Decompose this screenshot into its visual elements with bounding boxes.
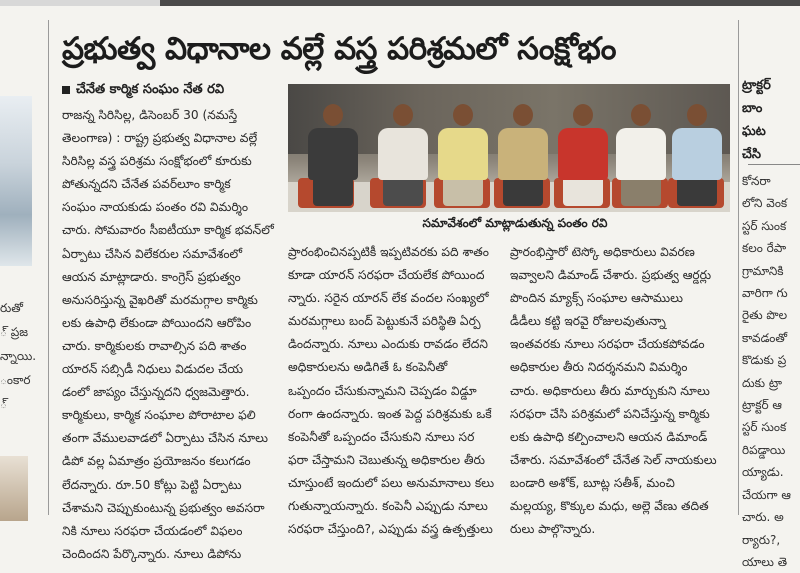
article-text-line: సంఘం నాయకుడు పంతం రవి విమర్శిం — [62, 200, 249, 215]
article-text-line: చారు. సోమవారం సీఐటీయూ కార్మిక భవన్‌లో — [62, 223, 274, 238]
right-neighbor-headline-line: చేసి — [742, 147, 762, 162]
article-text-line: కంపెనీతో ఒప్పందం చేసుకుని నూలు సర — [288, 429, 475, 444]
article-text-line: డిపో వల్ల ఏమాత్రం ప్రయోజనం కలుగడం — [62, 454, 251, 469]
page-top-bar — [0, 0, 800, 6]
right-neighbor-line: య్యాడు. — [742, 465, 784, 480]
photo-person — [672, 104, 722, 206]
article-text-line: చారు. కార్మికులకు రావాల్సిన పది శాతం — [62, 338, 247, 353]
byline — [62, 82, 282, 104]
article-text-line: మరమగ్గాలు బంద్ పెట్టుకునే పరిస్థితి ఏర్ప — [288, 314, 481, 329]
article-text-line: డీడీలు కట్టి ఇరవై రోజులవుతున్నా — [510, 314, 666, 329]
left-neighbor-line: న్నాయి. — [0, 349, 37, 363]
article-text-line: చేశారు. సమావేశంలో చేనేత సెల్ నాయకులు — [510, 452, 717, 467]
right-neighbor-line: రిపడ్డాయి — [742, 442, 786, 457]
article-text-line: లేదన్నారు. రూ.50 కోట్లు పెట్టి ఏర్పాటు — [62, 477, 242, 492]
left-neighbor-article — [0, 6, 40, 521]
photo-person — [616, 104, 666, 206]
right-neighbor-line: రైతు పొల — [742, 308, 788, 323]
article-text-line: లకు ఉపాధి కల్పించాలని ఆయన డిమాండ్ — [510, 429, 708, 444]
right-neighbor-line: స్టర్ సుంక — [742, 218, 787, 233]
photo-person — [378, 104, 428, 206]
article-text-line: పొందిన మ్యాక్స్ సంఘాల ఆసాములు — [510, 291, 683, 306]
right-neighbor-line: కలం రేపా — [742, 241, 787, 256]
right-neighbor-rule — [748, 164, 800, 165]
article-text-line: కూడా యారన్ సరఫరా చేయలేక పోయింద — [288, 268, 485, 283]
column-rule-left — [48, 20, 49, 515]
article-text-line: ఫరా చేస్తామని చెబుతున్న అధికారుల తీరు — [288, 452, 485, 467]
article-text-line: తెలంగాణ) : రాష్ట్ర ప్రభుత్వ విధానాల వల్లే — [62, 131, 258, 146]
photo-person — [308, 104, 358, 206]
article-text-line: గుతున్నాయన్నారు. కంపెనీ ఎప్పుడు నూలు — [288, 499, 488, 514]
article-text-line: ప్రారంభించినప్పటికీ ఇప్పటివరకు పది శాతం — [288, 245, 489, 259]
left-neighbor-line: ్ — [0, 397, 7, 411]
article-text-line: చేశామని చెప్పుకుంటున్న ప్రభుత్వం అవసరా — [62, 500, 265, 515]
article-text-line: పోతున్నదని చేనేత పవర్‌లూం కార్మిక — [62, 177, 231, 192]
article-text-line: రాజన్న సిరిసిల్ల, డిసెంబర్ 30 (నమస్తే — [62, 108, 238, 122]
article-text-line: రులు పాల్గొన్నారు. — [510, 522, 596, 537]
right-neighbor-article — [742, 6, 800, 569]
article-text-line: ఇంతవరకు నూలు సరఫరా చేయకపోవడం — [510, 337, 705, 352]
right-neighbor-line: చేయగా ఆ — [742, 487, 791, 502]
article-text-line: చూస్తుంటే ఇందులో పలు అనుమానాలు కలు — [288, 475, 495, 490]
byline-bullet-icon — [62, 86, 70, 94]
article-photo — [288, 84, 730, 212]
article-text-line: తంగా వేములవాడలో ఏర్పాటు చేసిన నూలు — [62, 431, 268, 446]
article-text-line: రంగా ఉందన్నారు. ఇంత పెద్ద పరిశ్రమకు ఒకే — [288, 406, 492, 421]
page-top-bar-dark — [160, 0, 800, 6]
right-neighbor-headline-line: ట్రాక్టర్ — [742, 78, 771, 93]
article-text-line: డంలో జాప్యం చేస్తున్నదని ధ్వజమెత్తారు. — [62, 385, 250, 400]
right-neighbor-line: వారిగా గు — [742, 286, 788, 301]
article-text-line: సరఫరా చేస్తుంది?, ఎప్పుడు వస్త్ర ఉత్పత్తులు — [288, 522, 493, 537]
article-column-1 — [62, 104, 282, 566]
left-neighbor-photo — [0, 96, 32, 266]
article-text-line: చారు. అధికారులు తీరు మార్చుకుని నూలు — [510, 383, 710, 398]
left-neighbor-line: ంకార — [0, 373, 31, 387]
article-text-line: అనుసరిస్తున్న వైఖరితో మరమగ్గాల కార్మికు — [62, 292, 258, 307]
article-column-3 — [510, 241, 735, 541]
right-neighbor-line: గ్రామానికి — [742, 263, 784, 278]
right-neighbor-line: స్టర్ సుంక — [742, 420, 787, 435]
article-text-line: నికి నూలు సరఫరా చేయడంలో విఫలం — [62, 523, 243, 538]
photo-person — [438, 104, 488, 206]
right-neighbor-line: యాలు తె — [742, 554, 788, 569]
right-neighbor-text — [742, 170, 800, 573]
article-text-line: అధికారులను అడిగితే ఓ కంపెనీతో — [288, 360, 448, 375]
right-neighbor-line: కొడుకు ప్ర — [742, 353, 787, 368]
right-neighbor-line: ర్యారు?, — [742, 532, 781, 547]
article-text-line: కార్మికులు, కార్మిక సంఘాల పోరాటాల ఫలి — [62, 408, 256, 423]
left-neighbor-photo-2 — [0, 456, 28, 521]
article-text-line: చెందిందని పేర్కొన్నారు. నూలు డిపోను — [62, 546, 242, 561]
right-neighbor-headline-line: బాం — [742, 101, 763, 116]
article-text-line: సరఫరా చేసి పరిశ్రమలో పనిచేస్తున్న కార్మికు — [510, 406, 710, 421]
article-text-line: ఏర్పాటు చేసిన విలేకరుల సమావేశంలో — [62, 246, 243, 261]
right-neighbor-line: ట్రాక్టర్ ఆ — [742, 398, 782, 413]
column-rule-right — [738, 20, 739, 515]
article-text-line: సిరిసిల్ల వస్త్ర పరిశ్రమ సంక్షోభంలో కూరుకు — [62, 154, 252, 169]
photo-caption: సమావేశంలో మాట్లాడుతున్న పంతం రవి — [422, 216, 608, 230]
article-text-line: యారన్ సబ్సిడీ నిధులు విడుదల చేయ — [62, 362, 244, 377]
right-neighbor-headline-line: ఘట — [742, 124, 766, 139]
article-column-2 — [288, 241, 503, 541]
article-text-line: న్నారు. సరైన యారన్ లేక వందల సంఖ్యలో — [288, 291, 489, 306]
photo-person — [498, 104, 548, 206]
article-text-line: ప్రారంభిస్తారో టెస్కో అధికారులు వివరణ — [510, 245, 695, 259]
photo-person — [558, 104, 608, 206]
right-neighbor-headline — [742, 74, 800, 166]
left-neighbor-text — [0, 296, 40, 416]
right-neighbor-line: దుకు ట్రా — [742, 375, 782, 390]
article-text-line: డిందన్నారు. నూలు ఎందుకు రావడం లేదని — [288, 337, 488, 352]
article-text-line: బండారి అశోక్, బూట్ల సతీశ్, మంచి — [510, 475, 675, 490]
right-neighbor-line: చారు. అ — [742, 510, 784, 525]
article-headline: ప్రభుత్వ విధానాల వల్లే వస్త్ర పరిశ్రమలో సంక్షోభం — [62, 31, 617, 67]
right-neighbor-line: కోనరా — [742, 174, 771, 188]
article-text-line: ఇవ్వాలని డిమాండ్ చేశారు. ప్రభుత్వ ఆర్డర్లు — [510, 268, 712, 283]
right-neighbor-line: లోని వెంక — [742, 196, 788, 211]
left-neighbor-line: రుతో — [0, 301, 23, 315]
right-neighbor-line: కావడంతో — [742, 330, 788, 345]
article-text-line: ఒప్పందం చేసుకున్నామని చెప్పడం విడ్డూ — [288, 383, 477, 398]
article-text-line: మల్లయ్య, కొక్కుల మధు, అల్లె వేణు తదిత — [510, 499, 709, 514]
byline-text: చేనేత కార్మిక సంఘం నేత రవి — [76, 82, 225, 97]
article-text-line: లకు ఉపాధి లేకుండా పోయిందని ఆరోపిం — [62, 315, 252, 330]
article-text-line: ఆయన మాట్లాడారు. కాంగ్రెస్ ప్రభుత్వం — [62, 269, 241, 284]
article-text-line: అధికారుల తీరు నిదర్శనమని విమర్శిం — [510, 360, 688, 375]
left-neighbor-line: ్ ప్రజ — [0, 325, 29, 339]
